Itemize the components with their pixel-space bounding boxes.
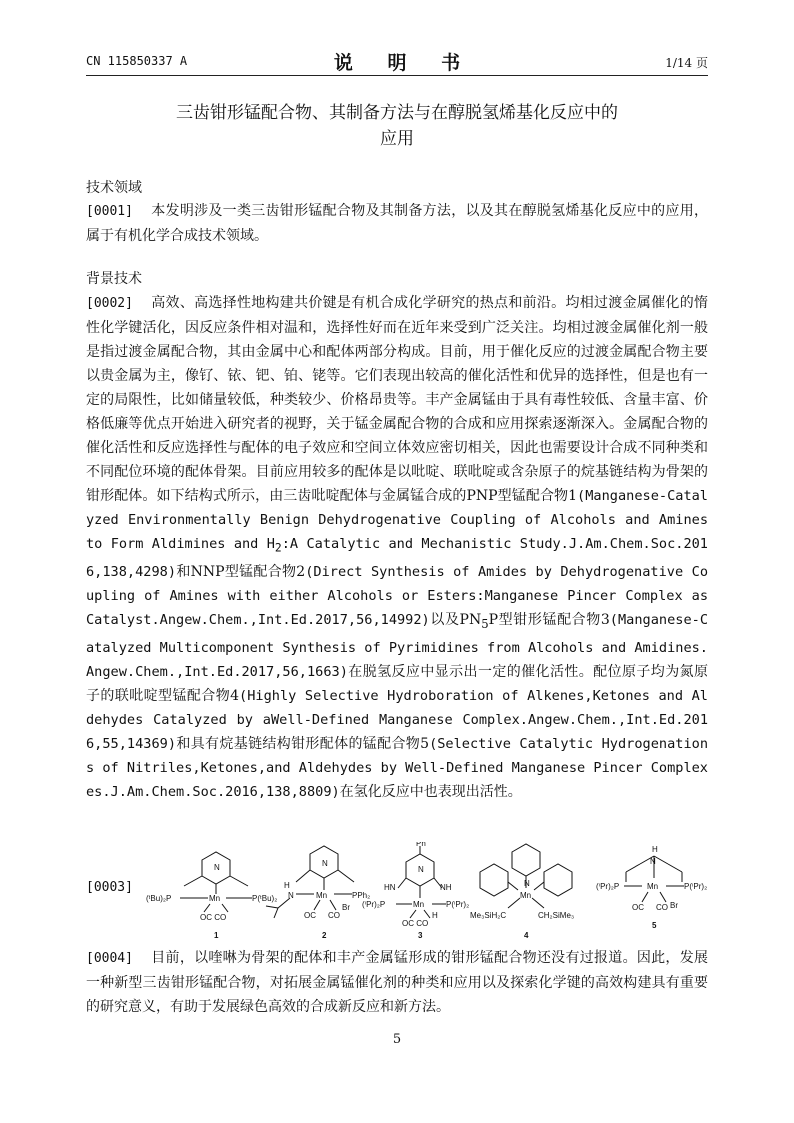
reference-4: (Highly Selective Hydroboration of Alkenes,Ketones and Aldehydes Catalyzed by aWell-Defined Manganese Complex.Angew.Chem.,Int.Ed.2016,55,14369) <box>86 687 708 752</box>
c5-n: N <box>650 857 656 866</box>
paragraph-text: 以及PN <box>429 611 482 628</box>
c1-right-p: P(ᵗBu)₂ <box>252 894 278 903</box>
c5-left-p: (ⁱPr)₂P <box>596 882 620 891</box>
page-count: 1/14 页 <box>665 56 708 70</box>
c1-left-p: (ᵗBu)₂P <box>146 894 172 903</box>
header-rule <box>86 75 708 76</box>
c4-label: 4 <box>524 931 529 940</box>
c5-co2: CO <box>656 903 668 912</box>
c1-co: OC CO <box>200 913 227 922</box>
c1-label: 1 <box>214 931 219 940</box>
paragraph-text: 目前，以喹啉为骨架的配体和丰产金属锰形成的钳形锰配合物还没有过报道。因此，发展一种新型三齿钳形锰配合物，对拓展金属锰催化剂的种类和应用以及探索化学键的高效构建具有重要的研究意义，有助于发展绿色高效的合成新反应和新方法。 <box>86 950 708 1015</box>
page-number: 5 <box>392 1032 402 1047</box>
c2-n1: N <box>288 891 294 900</box>
title-line-1: 三齿钳形锰配合物、其制备方法与在醇脱氢烯基化反应中的 <box>176 103 618 123</box>
c2-label: 2 <box>322 931 327 940</box>
paragraph-0002 <box>86 291 708 804</box>
c4-n: N <box>524 879 530 888</box>
c2-co2: CO <box>328 911 340 920</box>
c5-co: OC <box>632 903 644 912</box>
c5-br: Br <box>670 901 678 910</box>
c3-nh: NH <box>440 883 452 892</box>
c5-right-p: P(ⁱPr)₂ <box>684 882 708 891</box>
reference-3: (Manganese-Catalyzed Multicomponent Synthesis of Pyrimidines from Alcohols and Amidines.Angew.Chem.,Int.Ed.2017,56,1663) <box>86 611 709 680</box>
reference-2: (Direct Synthesis of Amides by Dehydrogenative Coupling of Amines with either Alcohols or Esters:Manganese Pincer Complex as Catalyst.Angew.Chem.,Int.Ed.2017,56,14992) <box>86 563 709 628</box>
page-header <box>86 48 708 72</box>
c4-right: CH₂SiMe₃ <box>538 911 575 920</box>
paragraph-text: 和具有烷基链结构钳形配体的锰配合物5 <box>176 735 430 752</box>
c3-label: 3 <box>418 931 423 940</box>
paragraph-0004 <box>86 946 708 1019</box>
section-heading-background: 背景技术 <box>86 271 142 287</box>
paragraph-text: 高效、高选择性地构建共价键是有机合成化学研究的热点和前沿。均相过渡金属催化的惰性化学键活化，因反应条件相对温和，选择性好而在近年来受到广泛关注。均相过渡金属催化剂一般是指过渡金属配合物，其由金属中心和配体两部分构成。目前，用于催化反应的过渡金属配合物主要以贵金属为主，像钌、铱、钯、铂、铑等。它们表现出较高的催化活性和优异的选择性，但是也有一定的局限性，比如储量较低，种类较少、价格昂贵等。丰产金属锰由于具有毒性较低、含量丰富、价格低廉等优点开始进入研究者的视野，关于锰金属配合物的合成和应用探索逐渐深入。金属配合物的催化活性和反应选择性与配体的电子效应和空间立体效应密切相关，因此也需要设计合成不同种类和不同配位环境的配体骨架。目前应用较多的配体是以吡啶、联吡啶或含杂原子的烷基链结构为骨架的钳形配体。如下结构式所示，由三齿吡啶配体与金属锰合成的PNP型锰配合物1 <box>86 295 708 504</box>
document-title <box>86 100 708 152</box>
section-heading-tech-field: 技术领域 <box>86 180 142 196</box>
subscript: 5 <box>481 616 489 631</box>
document-type: 说 明 书 <box>333 52 475 74</box>
paragraph-text: 在脱氢反应中显示出一定的催化活性。配位原子均为氮原子的联吡啶型锰配合物4 <box>86 663 708 704</box>
c2-n2: N <box>322 859 328 868</box>
c3-h: H <box>432 911 438 920</box>
c5-label: 5 <box>652 921 657 930</box>
title-line-2: 应用 <box>380 129 414 149</box>
c1-n: N <box>214 863 220 872</box>
paragraph-number-0003: [0003] <box>86 880 133 895</box>
paragraph-number: [0001] <box>86 204 133 219</box>
paragraph-number: [0002] <box>86 296 133 311</box>
c3-right-p: P(ⁱPr)₂ <box>446 900 470 909</box>
c2-h: H <box>284 881 290 890</box>
paragraph-text: 在氢化反应中也表现出活性。 <box>339 783 522 800</box>
c3-ph: Ph <box>416 842 426 848</box>
paragraph-text: P型钳形锰配合物3 <box>488 611 610 628</box>
c5-h: H <box>652 845 658 854</box>
c1-metal: Mn <box>209 894 221 903</box>
reference-1: (Manganese-Catalyzed Environmentally Benign Dehydrogenative Coupling of Alcohols and Amines to Form Aldimines and $H_2:A$ Catalytic and Mechanistic Study.J.Am.Chem.Soc.2016,138,4298) <box>86 488 708 580</box>
paragraph-number: [0004] <box>86 951 133 966</box>
paragraph-0001 <box>86 199 708 248</box>
patent-number: CN 115850337 A <box>86 54 188 68</box>
c2-br: Br <box>342 903 350 912</box>
chemical-structures-scheme <box>140 842 720 942</box>
c3-left-p: (ⁱPr)₂P <box>362 900 386 909</box>
c5-metal: Mn <box>647 882 659 891</box>
c2-co: OC <box>304 911 316 920</box>
c2-pph2: PPh₂ <box>352 891 371 900</box>
c4-left: Me₃SiH₂C <box>470 911 507 920</box>
c3-co: OC CO <box>402 919 429 928</box>
paragraph-text: 本发明涉及一类三齿钳形锰配合物及其制备方法，以及其在醇脱氢烯基化反应中的应用，属于有机化学合成技术领域。 <box>86 203 708 244</box>
c2-metal: Mn <box>316 891 328 900</box>
c3-n: N <box>418 865 424 874</box>
paragraph-text: 和NNP型锰配合物2 <box>176 563 306 580</box>
c3-metal: Mn <box>413 900 425 909</box>
reference-5: (Selective Catalytic Hydrogenations of Nitriles,Ketones,and Aldehydes by Well-Defined Manganese Pincer Complexes.J.Am.Chem.Soc.2016,138,8809) <box>86 735 709 800</box>
c4-metal: Mn <box>520 891 532 900</box>
c3-hn: HN <box>384 883 396 892</box>
